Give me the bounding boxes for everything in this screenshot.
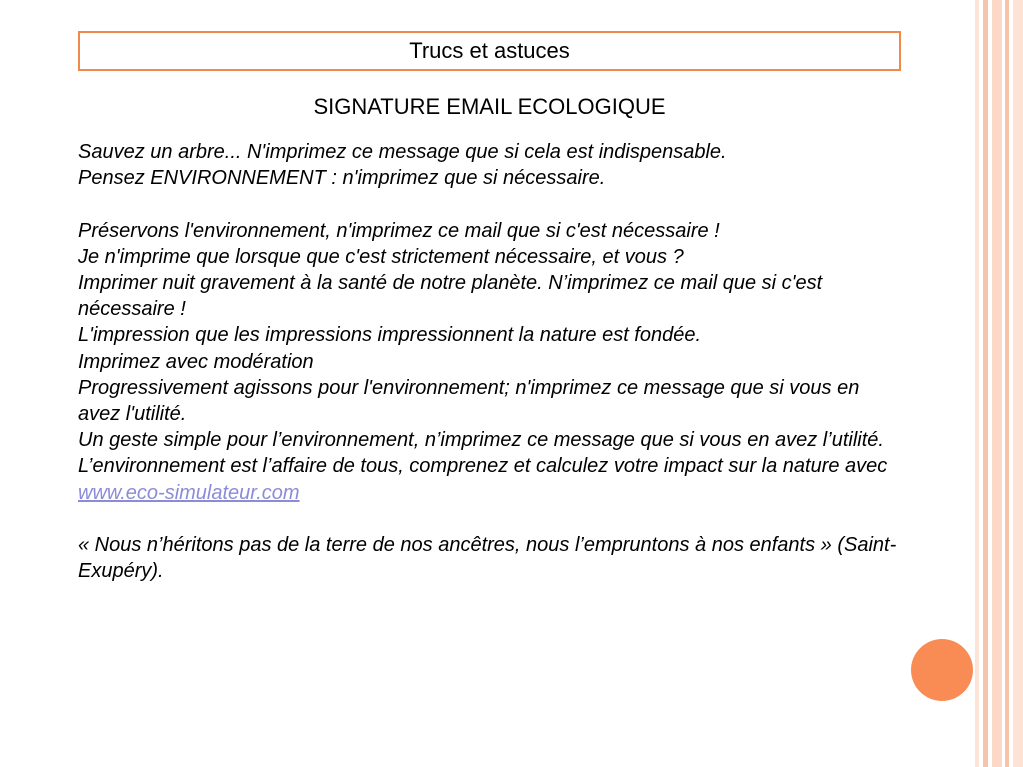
text-line: Sauvez un arbre... N'imprimez ce message que si cela est indispensable. [78,141,727,163]
slide-title: Trucs et astuces [409,38,570,63]
text-line: Imprimer nuit gravement à la santé de notre planète. N’imprimez ce mail que si c'est nécessaire ! [78,272,823,321]
text-line: L'impression que les impressions impressionnent la nature est fondée. [78,324,702,347]
text-line: Un geste simple pour l’environnement, n’imprimez ce message que si vous en avez l’utilité. [78,429,884,452]
decorative-circle [911,639,973,701]
link-prefix-text: L’environnement est l’affaire de tous, comprenez et calculez votre impact sur la nature avec [78,455,888,478]
eco-simulateur-link[interactable]: www.eco-simulateur.com [78,481,300,504]
quote-text: « Nous n’héritons pas de la terre de nos ancêtres, nous l’empruntons à nos enfants » (Saint-Exupéry). [78,534,897,583]
slide-content [78,139,903,584]
text-line: Progressivement agissons pour l'environnement; n'imprimez ce message que si vous en avez l'utilité. [78,376,860,426]
text-line: Pensez ENVIRONNEMENT : n'imprimez que si nécessaire. [78,167,606,190]
slide-subtitle: SIGNATURE EMAIL ECOLOGIQUE [313,94,666,119]
slide-title-box [78,31,901,71]
decorative-stripes [975,0,1023,767]
text-line-with-link [78,453,903,505]
text-line: Imprimez avec modération [78,350,314,373]
text-line: Je n'imprime que lorsque que c'est strictement nécessaire, et vous ? [78,245,684,268]
text-line: Préservons l'environnement, n'imprimez ce mail que si c'est nécessaire ! [78,219,720,242]
